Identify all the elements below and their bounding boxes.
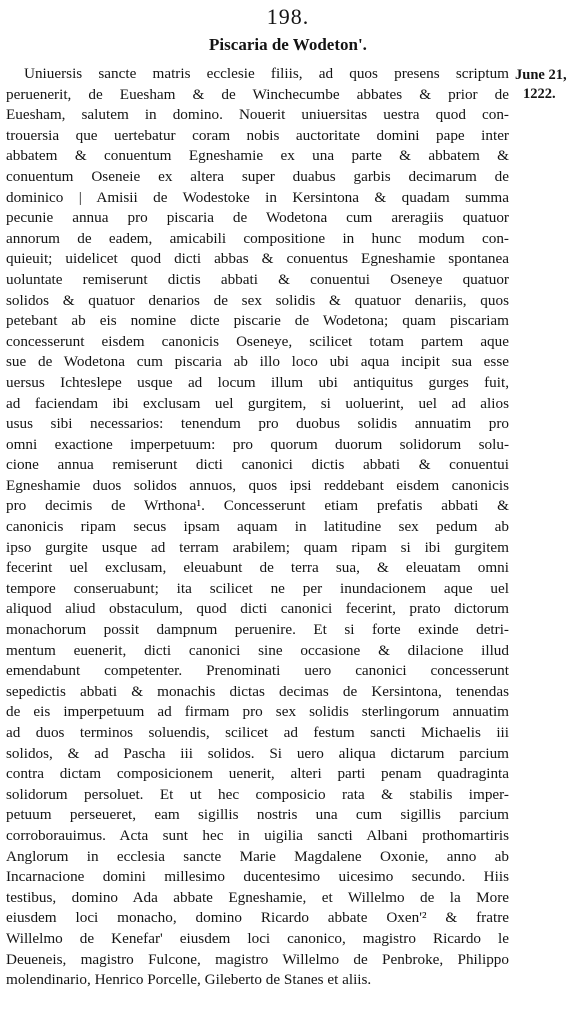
- text-line: de eis imperpetuum ad firmam pro sex solidis sterlingorum annuatim: [6, 703, 509, 721]
- margin-date-day: June 21,: [515, 67, 567, 83]
- charter-text: [6, 64, 509, 991]
- text-line: concesserunt eisdem canonicis Oseneye, scilicet totam partem aque: [6, 332, 509, 350]
- text-line: Euesham, salutem in domino. Nouerit uniuersitas uestra quod con-: [6, 106, 509, 124]
- text-line: aliquod aliud obstaculum, quod dicti canonici fecerint, prato dictorum: [6, 600, 509, 618]
- text-line: Deueneis, magistro Fulcone, magistro Willelmo de Penbroke, Philippo: [6, 950, 509, 968]
- text-line: trouersia que uertebatur coram nobis auctoritate domini pape inter: [6, 126, 509, 144]
- text-line: pecunie annua pro piscaria de Wodetona cum areragiis quatuor: [6, 209, 509, 227]
- text-line: ad duos terminos soluendis, scilicet ad festum sancti Michaelis iii: [6, 724, 509, 741]
- text-line: annorum de eadem, amicabili compositione in hunc modum con-: [6, 229, 509, 247]
- text-line: corroborauimus. Acta sunt hec in uigilia sancti Albani prothomartiris: [6, 826, 509, 844]
- text-line: uersus Ichteslepe usque ad locum illum ubi antiquitus gurges fuit,: [6, 373, 509, 391]
- text-line: sepedictis abbati & monachis dictas decimas de Kersintona, tenendas: [6, 682, 509, 700]
- margin-date-year: 1222.: [523, 86, 556, 102]
- text-line: petuum perseueret, eam sigillis nostris una cum sigillis parcium: [6, 806, 509, 824]
- margin-date: [515, 66, 575, 104]
- text-line: fecerint uel exclusam, eleuabunt de terra sua, & eleuatam omni: [6, 559, 509, 577]
- text-line: tempore conseruabunt; ita scilicet ne per inundacionem aque uel: [6, 579, 509, 597]
- text-line: solidos, & ad Pascha iii solidos. Si uero aliqua dictarum parcium: [6, 744, 509, 762]
- text-line: Willelmo de Kenefar' eiusdem loci canonico, magistro Ricardo le: [6, 929, 509, 947]
- text-line: usus sibi necessarios: tenendum pro duobus solidis annuatim pro: [6, 415, 509, 433]
- text-line: eiusdem loci monacho, domino Ricardo abbate Oxen'² & fratre: [6, 909, 509, 927]
- text-line: pro decimis de Wrthona¹. Concesserunt etiam prefatis abbati &: [6, 497, 509, 515]
- text-line: abbatem & conuentum Egneshamie ex una parte & abbatem &: [6, 147, 509, 165]
- text-line: contra dictam composicionem uenerit, alteri parti penam quadraginta: [6, 765, 509, 783]
- charter-title: Piscaria de Wodeton'.: [209, 35, 367, 54]
- text-line: quieuit; uidelicet quod dicti abbas & conuentus Egneshamie spontanea: [6, 250, 509, 268]
- text-line: testibus, domino Ada abbate Egneshamie, et Willelmo de la More: [6, 888, 509, 906]
- text-line: ipso gurgite usque ad terram arabilem; quam ripam si ibi gurgitem: [6, 538, 509, 556]
- text-line: Anglorum in ecclesia sancte Marie Magdalene Oxonie, anno ab: [6, 847, 509, 865]
- text-line: peruenerit, de Euesham & de Winchecumbe abbates & prior de: [6, 85, 509, 103]
- text-line: solidorum persoluet. Et ut hec composicio rata & stabilis imper-: [6, 785, 509, 803]
- text-line: solidos & quatuor denarios de sex solidis & quatuor denariis, quos: [6, 291, 509, 309]
- text-line: dominico | Amisii de Wodestoke in Kersintona & quadam summa: [6, 188, 509, 206]
- text-line: cione annua remiserunt dicti canonici dictis abbati & conuentui: [6, 456, 509, 474]
- text-line: canonicis ripam secus ipsam aquam in latitudine sex pedum ab: [6, 518, 509, 536]
- text-line: uoluntate remiserunt dictis abbati & conuentui Oseneye quatuor: [6, 270, 509, 288]
- text-line: emendabunt competenter. Prenominati uero canonici concesserunt: [6, 662, 509, 680]
- text-line: mentum euenerit, dicti canonici sine occasione & dilacione illud: [6, 641, 509, 659]
- text-line: Egneshamie duos solidos annuos, quos ipsi reddebant eisdem canonicis: [6, 476, 509, 494]
- text-line: Incarnacione domini millesimo ducentesimo uicesimo secundo. Hiis: [6, 868, 509, 886]
- page-number: 198.: [266, 4, 310, 29]
- text-line: petebant ab eis nomine dicte piscarie de Wodetona; quam piscariam: [6, 312, 509, 330]
- text-line: sue de Wodetona cum piscaria ab illo loco ubi aqua incipit sua esse: [6, 353, 509, 371]
- text-line: omni exactione imperpetuum: pro quorum duorum solidorum solu-: [6, 435, 509, 453]
- text-line: Uniuersis sancte matris ecclesie filiis, ad quos presens scriptum: [24, 65, 509, 82]
- text-line: molendinario, Henrico Porcelle, Gileberto de Stanes et aliis.: [6, 971, 372, 989]
- text-line: monachorum possit dampnum peruenire. Et si forte exinde detri-: [6, 621, 509, 639]
- text-line: conuentum Oseneie ex altera super duabus garbis decimarum de: [6, 167, 509, 185]
- text-line: ad faciendam ibi exclusam uel gurgitem, si uoluerint, uel ad alios: [6, 394, 509, 412]
